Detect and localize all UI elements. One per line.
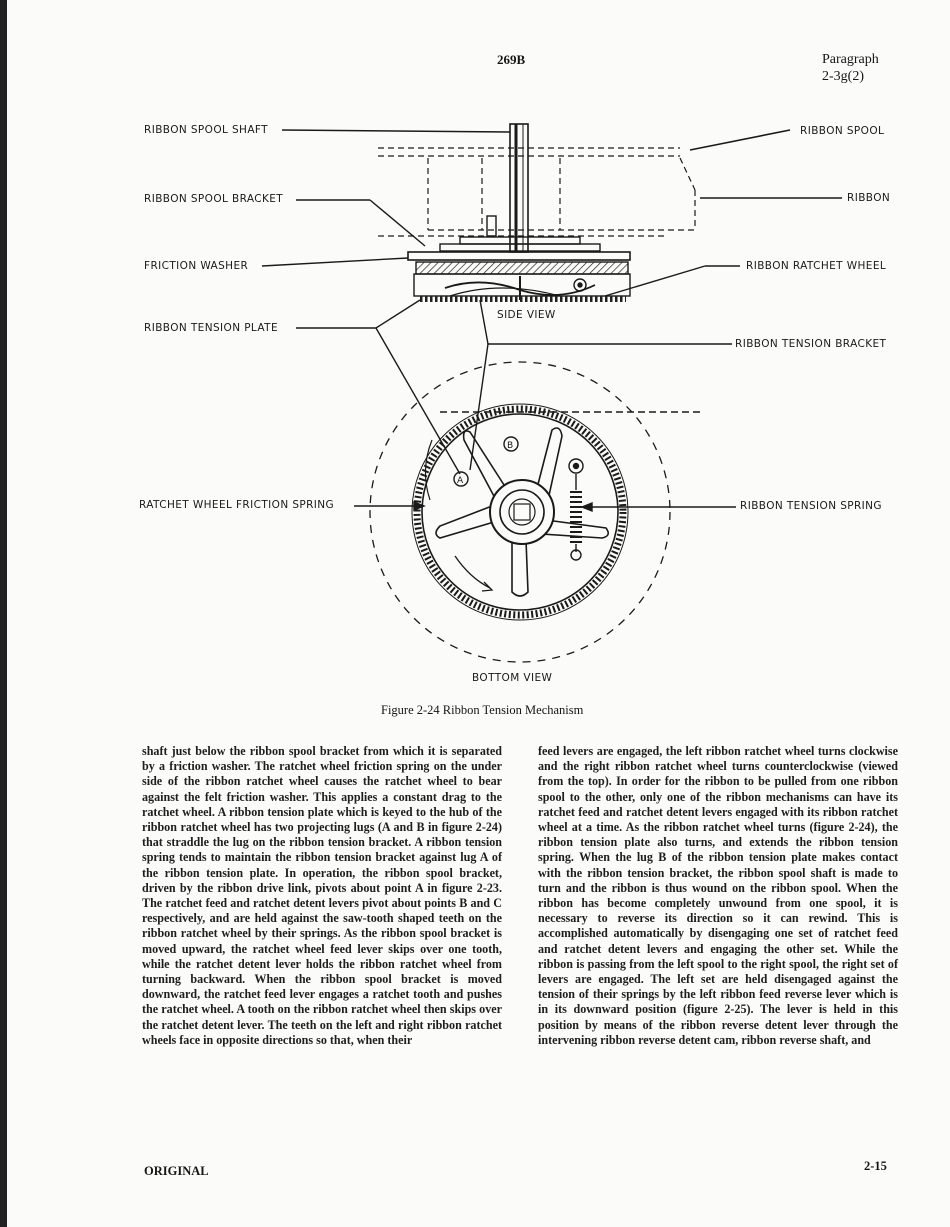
- lug-a-label: A: [457, 476, 464, 486]
- label-ribbon: RIBBON: [847, 192, 891, 204]
- paragraph-number: 2-3g(2): [822, 69, 864, 84]
- label-ribbon-tension-plate: RIBBON TENSION PLATE: [144, 322, 279, 334]
- label-ribbon-tension-bracket: RIBBON TENSION BRACKET: [735, 338, 887, 350]
- label-ribbon-spool: RIBBON SPOOL: [800, 125, 885, 137]
- label-ribbon-spool-shaft: RIBBON SPOOL SHAFT: [144, 124, 268, 136]
- body-right-column: feed levers are engaged, the left ribbon ratchet wheel turns clockwise and the right ribbon ratchet wheel turns counterclockwise (viewed from the top). In order for the ribbon to be pulled from one ribbon spool to the other, only one of the ribbon mechanisms can have its ratchet feed and ratchet detent levers engaged with its ribbon ratchet wheel at a time. As the ribbon ratchet wheel turns (figure 2-24), the ribbon tension plate also turns, and extends the ribbon tension spring. When the lug B of the ribbon tension plate makes contact with the ribbon tension bracket, the ribbon spool shaft is made to turn and the ribbon is thus wound on the ribbon spool. When the ribbon has become completely unwound from one spool, it is necessary to reverse its direction so it can rewind. This is accomplished automatically by disengaging one set of ratchet feed and ratchet detent levers and engaging the other set. While the ribbon is passing from the left spool to the right spool, the right set of levers are engaged. The left set are held disengaged against the tension of their springs by the left ribbon feed reverse lever which is in its downward position (figure 2-25). The lever is held in this position by means of the ribbon reverse detent lever through the intervening ribbon reverse detent cam, ribbon reverse shaft, and: [538, 744, 898, 1047]
- label-side-view: SIDE VIEW: [497, 309, 556, 321]
- figure-caption: Figure 2-24 Ribbon Tension Mechanism: [381, 703, 584, 717]
- label-bottom-view: BOTTOM VIEW: [472, 672, 553, 684]
- label-ribbon-spool-bracket: RIBBON SPOOL BRACKET: [144, 193, 284, 205]
- paragraph-label: Paragraph: [822, 52, 879, 67]
- label-ribbon-ratchet-wheel: RIBBON RATCHET WHEEL: [746, 260, 887, 272]
- label-ratchet-wheel-friction-spring: RATCHET WHEEL FRICTION SPRING: [139, 499, 335, 511]
- page-header-code: 269B: [497, 52, 526, 67]
- page-number: 2-15: [864, 1159, 887, 1173]
- label-friction-washer: FRICTION WASHER: [144, 260, 249, 272]
- lug-b-label: B: [507, 441, 514, 451]
- label-ribbon-tension-spring: RIBBON TENSION SPRING: [740, 500, 882, 512]
- footer-original: ORIGINAL: [144, 1164, 209, 1178]
- body-left-column: shaft just below the ribbon spool bracket from which it is separated by a friction washer. The ratchet wheel friction spring on the under side of the ribbon ratchet wheel causes the ratchet wheel to bear against the felt friction washer. This applies a constant drag to the ratchet wheel. A ribbon tension plate which is keyed to the hub of the ribbon ratchet wheel has two projecting lugs (A and B in figure 2-24) that straddle the lug on the ribbon tension bracket. A ribbon tension spring tends to maintain the ribbon tension bracket against lug A of the ribbon tension plate. In operation, the ribbon spool bracket, driven by the ribbon drive link, pivots about point A in figure 2-23. The ratchet feed and ratchet detent levers pivot about points B and C respectively, and are held against the saw-tooth shaped teeth on the ribbon ratchet wheel by their springs. As the ribbon spool bracket is moved upward, the ratchet wheel feed lever skips over one tooth, while the ratchet detent lever holds the ribbon ratchet wheel from turning backward. When the ribbon spool bracket is moved downward, the ratchet feed lever engages a ratchet tooth and pushes the ratchet wheel. A tooth on the ribbon ratchet wheel then skips over the ratchet detent lever. The teeth on the left and right ribbon ratchet wheels face in opposite directions so that, when their: [142, 744, 502, 1047]
